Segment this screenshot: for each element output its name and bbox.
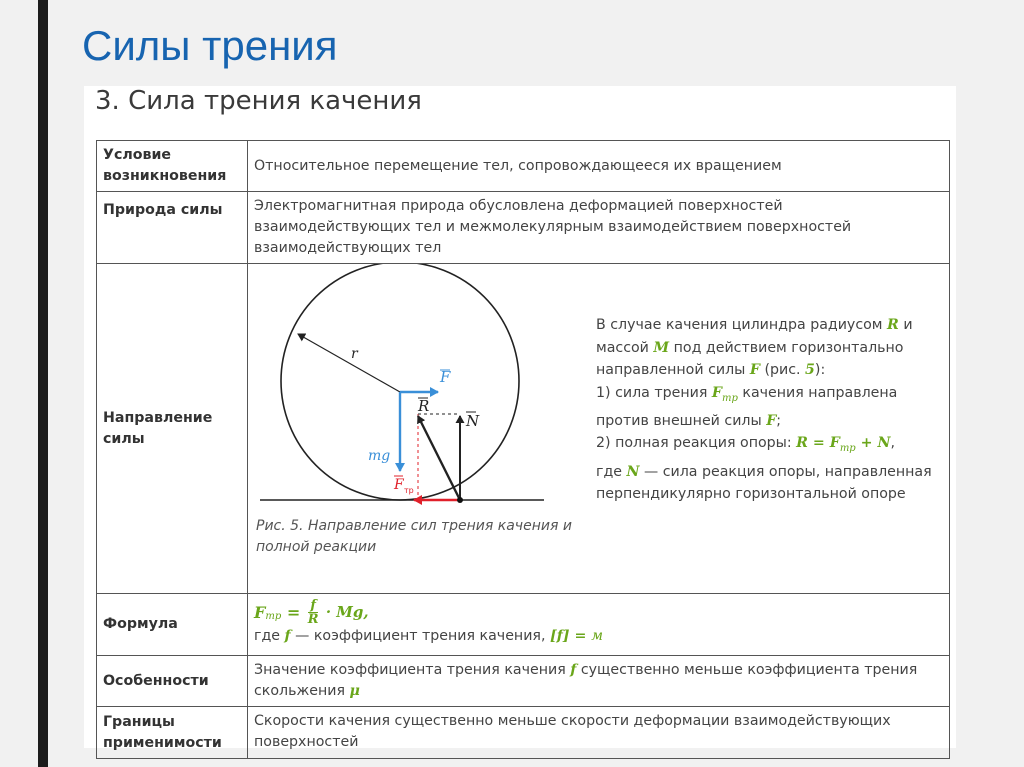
row-value-limits: [248, 707, 950, 759]
section-heading: 3. Сила трения качения: [95, 86, 422, 116]
row-label-nature: Природа силы: [97, 192, 248, 264]
row-value-features: Значение коэффициента трения качения f существенно меньше коэффициента трения скольжения μ: [248, 656, 950, 707]
desc-line-7: где N — сила реакция опоры, направленная: [596, 463, 932, 480]
friction-force-label: F: [394, 477, 404, 493]
table-row-condition: [97, 141, 950, 192]
limits-text: Скорости качения существенно меньше скорости деформации взаимодействующих поверхностей: [254, 713, 891, 750]
row-label-condition: Условие возникновения: [97, 141, 248, 192]
desc-line-8: перпендикулярно горизонтальной опоре: [596, 486, 906, 503]
condition-text: Относительное перемещение тел, сопровождающееся их вращением: [254, 157, 782, 174]
direction-description: [596, 314, 946, 506]
row-value-condition: [248, 141, 950, 192]
row-label-direction: Направление силы: [97, 264, 248, 594]
formula-fraction: $\frac{f}{R}$: [307, 597, 319, 627]
table-row-formula: [97, 594, 950, 656]
contact-point: [457, 497, 463, 503]
formula-expression: F $_{тр}$ = $\frac{f}{R}$ · Mg,: [254, 597, 369, 627]
row-label-formula: Формула: [97, 594, 248, 656]
slide-title: Силы трения: [82, 22, 338, 69]
nature-text: Электромагнитная природа обусловлена деформацией поверхностей взаимодействующих тел и межмолекулярным взаимодействием поверхностей взаимодействующих тел: [254, 198, 852, 256]
table-row-features: [97, 656, 950, 707]
desc-line-4: 1) сила трения $F_{тр}$ качения направлена: [596, 384, 898, 404]
row-label-features: Особенности: [97, 656, 248, 707]
row-value-formula: [248, 594, 950, 656]
info-table: [96, 140, 950, 759]
left-accent-bar: [38, 0, 48, 767]
row-value-direction: [248, 264, 950, 594]
direction-figure-area: [248, 264, 949, 586]
radius-arrow: [298, 334, 400, 392]
desc-line-3: направленной силы F (рис. 5):: [596, 362, 826, 378]
desc-line-1: В случае качения цилиндра радиусом R и: [596, 317, 913, 333]
desc-line-2: массой M под действием горизонтально: [596, 339, 904, 356]
table-row-direction: [97, 264, 950, 594]
reaction-R-arrow: [418, 416, 460, 500]
content-sheet: [84, 86, 956, 751]
formula-note: где f — коэффициент трения качения, [f] = м: [254, 628, 604, 644]
friction-force-subscript: тр: [404, 486, 414, 495]
table-row-limits: [97, 707, 950, 759]
force-F-label: F: [440, 368, 451, 386]
gravity-mg-label: mg: [368, 448, 391, 464]
row-label-limits: Границы применимости: [97, 707, 248, 759]
radius-label: r: [351, 346, 358, 362]
row-value-nature: [248, 192, 950, 264]
reaction-R-label: R: [418, 397, 430, 415]
desc-line-5: против внешней силы F;: [596, 412, 782, 429]
table-row-nature: [97, 192, 950, 264]
normal-N-label: N: [466, 412, 480, 430]
figure-caption: Рис. 5. Направление сил трения качения и полной реакции: [256, 518, 572, 555]
desc-line-6: 2) полная реакция опоры: $R = F_{тр} + N$,: [596, 435, 895, 455]
